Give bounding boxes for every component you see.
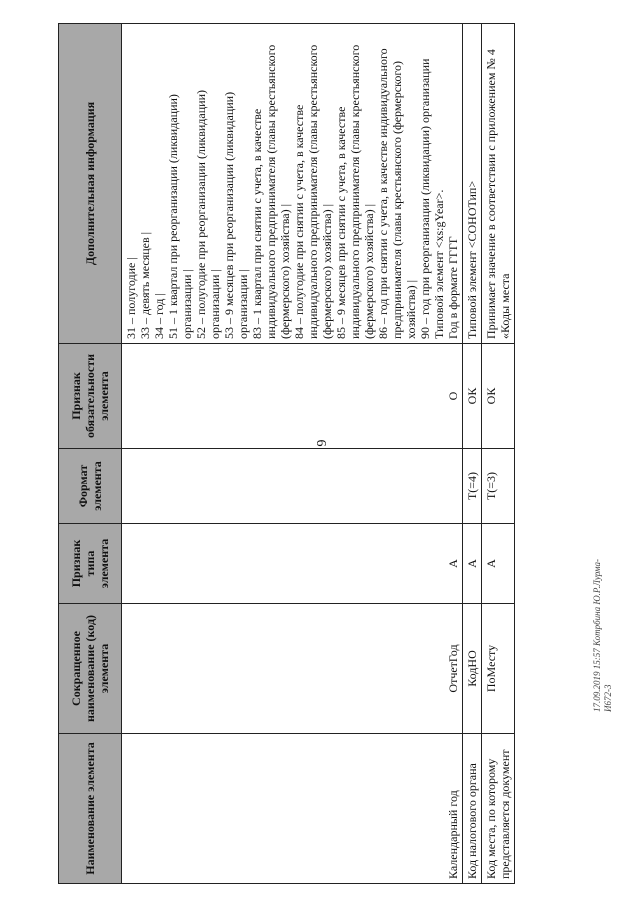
cell-required: О bbox=[122, 344, 463, 449]
rotated-page bbox=[58, 24, 598, 884]
cell-info: Типовой элемент <СОНОТип> bbox=[463, 24, 482, 344]
cell-info bbox=[122, 24, 463, 344]
table-row bbox=[482, 24, 515, 884]
info-line: 90 – год при реорганизации (ликвидации) организации bbox=[418, 58, 432, 339]
table-row bbox=[122, 24, 463, 884]
info-line: 85 – 9 месяцев при снятии с учета, в качестве индивидуального предпринимателя (главы крестьянского (фермерского) хозяйства) | bbox=[334, 44, 376, 339]
col-code-header: Сокращенное наименование (код) элемента bbox=[59, 604, 122, 734]
cell-type: А bbox=[482, 524, 515, 604]
cell-format: T(=4) bbox=[463, 449, 482, 524]
cell-name: Код места, по которому представляется документ bbox=[482, 734, 515, 884]
col-type-header: Признак типа элемента bbox=[59, 524, 122, 604]
info-line: 51 – 1 квартал при реорганизации (ликвидации) организации | bbox=[166, 94, 194, 339]
col-info-header: Дополнительная информация bbox=[59, 24, 122, 344]
cell-code: ПоМесту bbox=[482, 604, 515, 734]
cell-name: Код налогового органа bbox=[463, 734, 482, 884]
cell-format: T(=3) bbox=[482, 449, 515, 524]
col-required-header: Признак обязательности элемента bbox=[59, 344, 122, 449]
info-line: 52 – полугодие при реорганизации (ликвидации) организации | bbox=[194, 90, 222, 339]
info-line: 53 – 9 месяцев при реорганизации (ликвидации) организации | bbox=[222, 91, 250, 339]
col-name-header: Наименование элемента bbox=[59, 734, 122, 884]
info-line: 86 – год при снятии с учета, в качестве индивидуального предпринимателя (главы крестьянского (фермерского) хозяйства) | bbox=[376, 48, 418, 339]
info-line: 34 – год | bbox=[152, 293, 166, 339]
info-line: Типовой элемент <xs:gYear>. bbox=[432, 189, 446, 339]
cell-format bbox=[122, 449, 463, 524]
cell-required: ОК bbox=[463, 344, 482, 449]
info-line: 83 – 1 квартал при снятии с учета, в качестве индивидуального предпринимателя (главы крестьянского (фермерского) хозяйства) | bbox=[250, 44, 292, 339]
cell-info: Принимает значение в соответствии с приложением № 4 «Коды места bbox=[482, 24, 515, 344]
cell-type: А bbox=[463, 524, 482, 604]
cell-type: А bbox=[122, 524, 463, 604]
signature-stamp: 17.09.2019 15:57 Котрбина Ю.Р.Лурма-И672-3 bbox=[592, 558, 613, 712]
info-line: 33 – девять месяцев | bbox=[138, 231, 152, 339]
element-table bbox=[58, 23, 515, 884]
info-line: Год в формате ГГГГ bbox=[446, 236, 460, 339]
col-format-header: Формат элемента bbox=[59, 449, 122, 524]
cell-name: Календарный год bbox=[122, 734, 463, 884]
table-row bbox=[463, 24, 482, 884]
info-line: 31 – полугодие | bbox=[124, 257, 138, 339]
cell-code: ОтчетГод bbox=[122, 604, 463, 734]
page-number: 6 bbox=[313, 439, 328, 447]
cell-required: ОК bbox=[482, 344, 515, 449]
cell-code: КодНО bbox=[463, 604, 482, 734]
header-row bbox=[59, 24, 122, 884]
info-line: 84 – полугодие при снятии с учета, в качестве индивидуального предпринимателя (главы крестьянского (фермерского) хозяйства) | bbox=[292, 44, 334, 339]
